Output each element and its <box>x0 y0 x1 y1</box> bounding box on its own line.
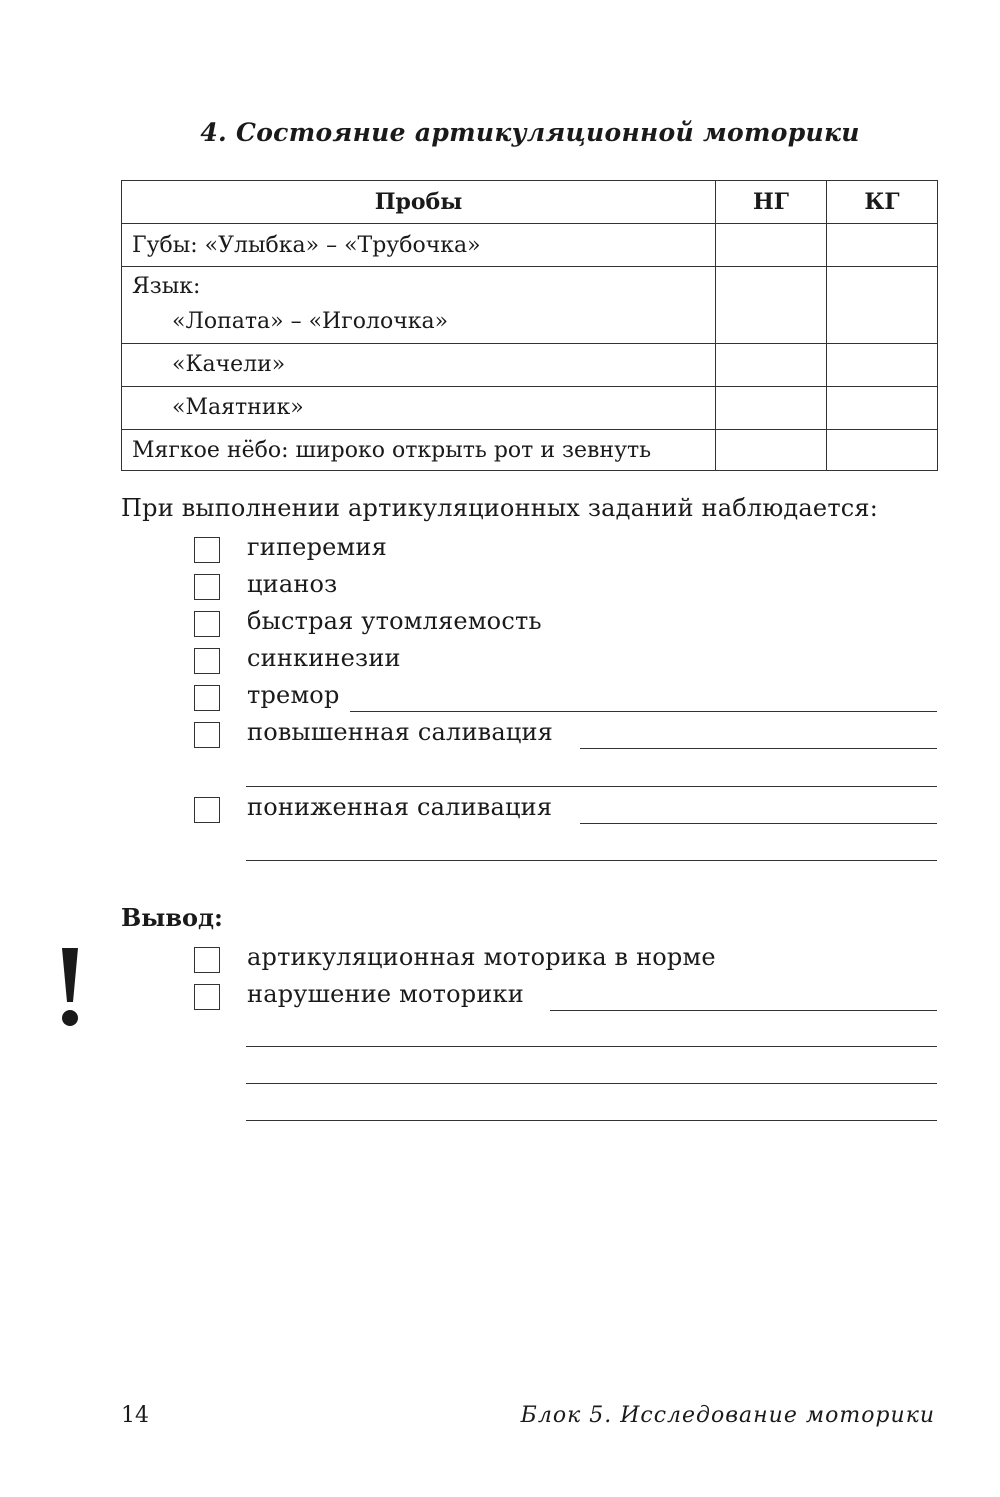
cell-ng[interactable] <box>716 267 827 344</box>
header-probes: Пробы <box>122 181 716 224</box>
check-label: повышенная саливация <box>247 718 554 746</box>
checkbox[interactable] <box>194 722 220 748</box>
table-header-row <box>122 181 938 224</box>
check-item-tremor <box>194 683 939 713</box>
cell-ng[interactable] <box>716 430 827 471</box>
check-label: синкинезии <box>247 644 401 672</box>
probe-swing-label: «Качели» <box>172 352 286 377</box>
probe-pendulum-label: «Маятник» <box>172 395 304 420</box>
check-item-cyanosis <box>194 572 939 602</box>
check-label: пониженная саливация <box>247 793 553 821</box>
impairment-fill-line-3[interactable] <box>246 1083 937 1084</box>
header-ng: НГ <box>716 181 827 224</box>
probe-pendulum <box>122 387 716 430</box>
check-label: нарушение моторики <box>247 980 524 1008</box>
probe-shovel-needle: «Лопата» – «Иголочка» <box>172 309 449 334</box>
check-item-norm <box>194 945 939 975</box>
checkbox[interactable] <box>194 797 220 823</box>
checkbox[interactable] <box>194 537 220 563</box>
checkbox[interactable] <box>194 947 220 973</box>
impairment-fill-line[interactable] <box>550 1010 937 1011</box>
conclusion-label: Вывод: <box>121 903 223 932</box>
check-label: быстрая утомляемость <box>247 607 542 635</box>
table-row <box>122 430 938 471</box>
check-label: артикуляционная моторика в норме <box>247 943 716 971</box>
section-title: 4. Состояние артикуляционной моторики <box>200 118 860 147</box>
check-item-hyperemia <box>194 535 939 565</box>
check-item-hyposalivation <box>194 795 939 825</box>
table-row <box>122 344 938 387</box>
check-item-impairment <box>194 982 939 1012</box>
cell-kg[interactable] <box>827 224 938 267</box>
cell-ng[interactable] <box>716 224 827 267</box>
cell-kg[interactable] <box>827 387 938 430</box>
table-row <box>122 387 938 430</box>
header-kg: КГ <box>827 181 938 224</box>
observation-lead: При выполнении артикуляционных заданий наблюдается: <box>121 494 879 522</box>
table-row <box>122 267 938 344</box>
running-footer: Блок 5. Исследование моторики <box>520 1403 935 1428</box>
check-item-fatigue <box>194 609 939 639</box>
probes-table <box>121 180 938 471</box>
probe-swing <box>122 344 716 387</box>
hypersalivation-fill-line-2[interactable] <box>246 786 937 787</box>
cell-kg[interactable] <box>827 267 938 344</box>
impairment-fill-line-2[interactable] <box>246 1046 937 1047</box>
checkbox[interactable] <box>194 984 220 1010</box>
cell-ng[interactable] <box>716 387 827 430</box>
probe-tongue <box>122 267 716 344</box>
check-item-synkinesis <box>194 646 939 676</box>
impairment-fill-line-4[interactable] <box>246 1120 937 1121</box>
check-label: цианоз <box>247 570 338 598</box>
tongue-label: Язык: <box>132 274 201 299</box>
hyposalivation-fill-line[interactable] <box>580 823 937 824</box>
tremor-fill-line[interactable] <box>350 711 937 712</box>
check-label: гиперемия <box>247 533 387 561</box>
check-label: тремор <box>247 681 340 709</box>
cell-kg[interactable] <box>827 430 938 471</box>
probe-soft-palate: Мягкое нёбо: широко открыть рот и зевнуть <box>122 430 716 471</box>
exclamation-icon <box>55 946 85 1028</box>
checkbox[interactable] <box>194 574 220 600</box>
cell-kg[interactable] <box>827 344 938 387</box>
page-number: 14 <box>121 1403 149 1428</box>
hypersalivation-fill-line[interactable] <box>580 748 937 749</box>
table-row <box>122 224 938 267</box>
checkbox[interactable] <box>194 685 220 711</box>
checkbox[interactable] <box>194 648 220 674</box>
cell-ng[interactable] <box>716 344 827 387</box>
check-item-hypersalivation <box>194 720 939 750</box>
probe-lips: Губы: «Улыбка» – «Трубочка» <box>122 224 716 267</box>
hyposalivation-fill-line-2[interactable] <box>246 860 937 861</box>
checkbox[interactable] <box>194 611 220 637</box>
